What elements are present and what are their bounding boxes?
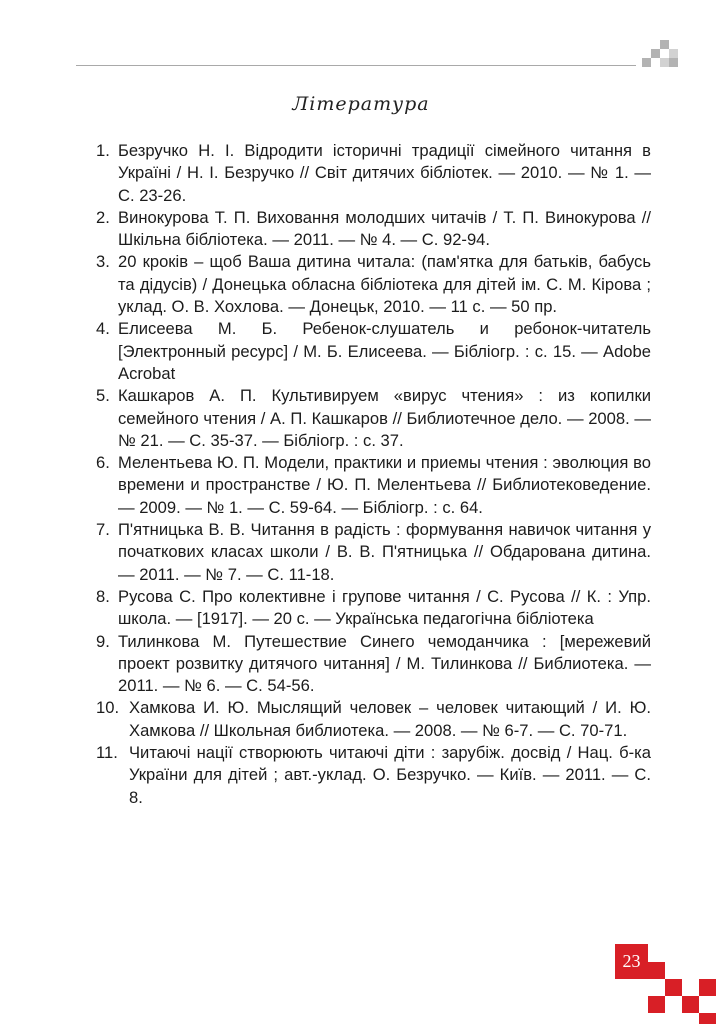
reference-text: Елисеева М. Б. Ребенок-слушатель и ребонок-читатель [Электронный ресурс] / М. Б. Елисеева. — Бібліогр. : с. 15. — Adobe Acrobat — [118, 319, 651, 383]
reference-item — [96, 631, 651, 698]
reference-text: Безручко Н. І. Відродити історичні традиції сімейного читання в Україні / Н. І. Безручко // Світ дитячих бібліотек. — 2010. — № 1. — С. 23-26. — [118, 141, 651, 205]
reference-item — [96, 586, 651, 631]
reference-text: 20 кроків – щоб Ваша дитина читала: (пам'ятка для батьків, бабусь та дідусів) / Донецька обласна бібліотека для дітей ім. С. М. Кірова ; уклад. О. В. Хохлова. — Донецьк, 2010. — 11 с. — 50 пр. — [118, 252, 651, 317]
reference-item — [96, 385, 651, 452]
reference-number: 6. — [96, 453, 110, 473]
reference-text: Тилинкова М. Путешествие Синего чемоданчика : [мережевий проект розвитку дитячого читання] / М. Тилинкова // Библиотека. — 2011. — № 6. — С. 54-56. — [118, 631, 651, 696]
reference-item — [96, 140, 651, 207]
reference-item — [96, 742, 651, 809]
reference-number: 8. — [96, 586, 110, 606]
reference-number: 3. — [96, 252, 110, 272]
reference-item — [96, 697, 651, 742]
reference-item — [96, 452, 651, 519]
header-rule — [76, 65, 636, 66]
reference-number: 2. — [96, 207, 110, 227]
reference-text: Хамкова И. Ю. Мыслящий человек – человек читающий / И. Ю. Хамкова // Школьная библиотека. — 2008. — № 6-7. — С. 70-71. — [129, 698, 651, 740]
reference-text: Русова С. Про колективне і групове читання / С. Русова // К. : Упр. школа. — [1917]. — 20 с. — Українська педагогічна бібліотека — [118, 586, 651, 629]
reference-item — [96, 207, 651, 252]
page-number: 23 — [615, 944, 648, 979]
reference-text: Кашкаров А. П. Культивируем «вирус чтения» : из копилки семейного чтения / А. П. Кашкаров // Библиотечное дело. — 2008. — № 21. — С. 35-37. — Бібліогр. : с. 37. — [118, 386, 651, 450]
reference-number: 1. — [96, 141, 110, 160]
reference-number: 4. — [96, 319, 110, 339]
reference-text: П'ятницька В. В. Читання в радість : формування навичок читання у початкових класах школи / В. В. П'ятницька // Обдарована дитина. — 2011. — № 7. — С. 11-18. — [118, 520, 651, 584]
reference-number: 5. — [96, 386, 110, 406]
reference-number: 10. — [96, 698, 120, 718]
reference-text: Винокурова Т. П. Виховання молодших читачів / Т. П. Винокурова // Шкільна бібліотека. — 2011. — № 4. — С. 92-94. — [118, 207, 651, 250]
reference-text: Читаючі нації створюють читаючі діти : зарубіж. досвід / Нац. б-ка України для дітей ; авт.-уклад. О. Безручко. — Київ. — 2011. — С. 8. — [129, 743, 651, 807]
reference-item — [96, 519, 651, 586]
reference-text: Мелентьева Ю. П. Модели, практики и приемы чтения : эволюция во времени и пространстве / Ю. П. Мелентьева // Библиотековедение. — 2009. — № 1. — С. 59-64. — Бібліогр. : с. 64. — [118, 453, 651, 517]
page-title: Література — [292, 93, 430, 115]
reference-number: 11. — [96, 743, 118, 763]
reference-list — [96, 140, 651, 809]
reference-item — [96, 318, 651, 385]
reference-number: 7. — [96, 520, 110, 540]
reference-item — [96, 251, 651, 318]
reference-number: 9. — [96, 631, 110, 651]
